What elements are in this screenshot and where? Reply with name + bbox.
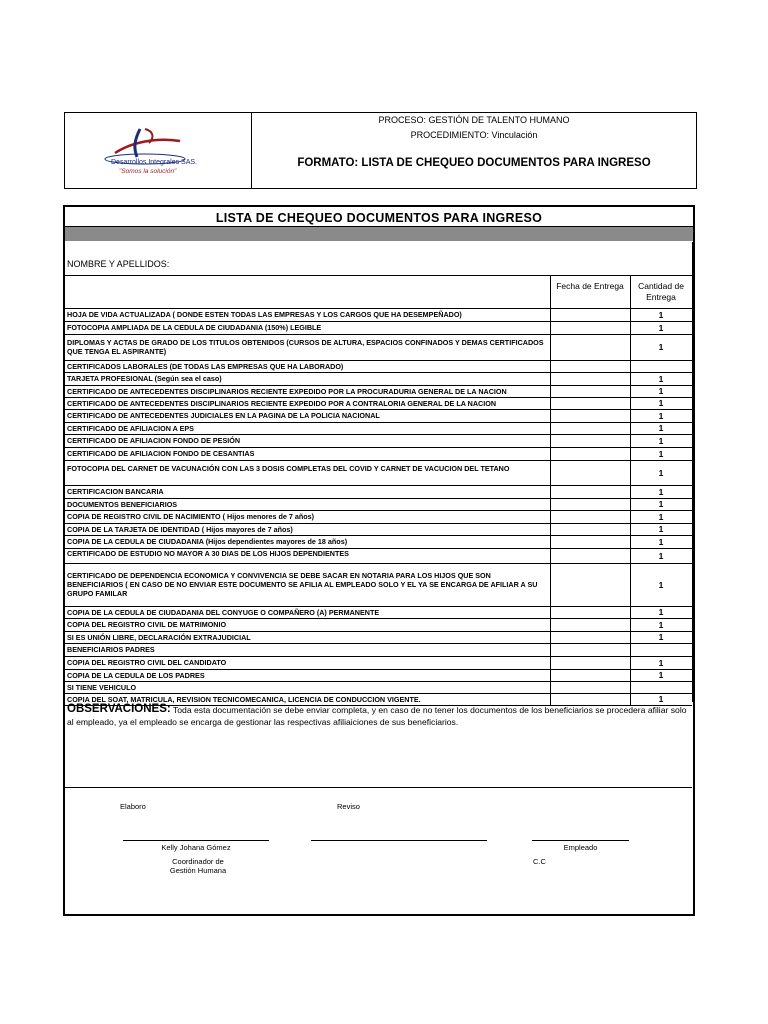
row-divider xyxy=(65,485,692,486)
signature-line-empleado xyxy=(532,840,629,841)
row-quantity: 1 xyxy=(658,499,664,509)
row-label: COPIA DE LA TARJETA DE IDENTIDAD ( Hijos mayores de 7 años) xyxy=(67,524,293,534)
row-label: CERTIFICADO DE ANTECEDENTES DISCIPLINARIOS RECIENTE EXPEDIDO POR A CONTRALORIA GENERAL DE LA NACION xyxy=(67,398,497,408)
divider xyxy=(65,275,692,276)
row-quantity: 1 xyxy=(658,657,664,668)
signature-line-elaboro xyxy=(123,840,269,841)
row-label: CERTIFICADO DE AFILIACION A EPS xyxy=(67,423,194,433)
row-divider xyxy=(65,434,692,435)
form-title: LISTA DE CHEQUEO DOCUMENTOS PARA INGRESO xyxy=(215,211,543,225)
row-label: DIPLOMAS Y ACTAS DE GRADO DE LOS TITULOS OBTENIDOS (CURSOS DE ALTURA, ESPACIOS CONFINADOS Y DEMAS CERTIFICADOS QUE TENGA EL ASPIRANTE) xyxy=(67,338,544,356)
row-divider xyxy=(65,334,692,335)
row-quantity: 1 xyxy=(658,536,664,547)
row-label: COPIA DEL REGISTRO CIVIL DE MATRIMONIO xyxy=(67,620,227,629)
row-divider xyxy=(65,643,692,644)
row-label: COPIA DE LA CEDULA DE LOS PADRES xyxy=(67,670,205,680)
row-divider xyxy=(65,372,692,373)
row-label: CERTIFICADO DE DEPENDENCIA ECONOMICA Y CONVIVENCIA SE DEBE SACAR EN NOTARIA PARA LOS HIJOS QUE SON BENEFICIARIOS ( EN CASO DE NO ENVIAR ESTE DOCUMENTO SE AFILIA AL EMPLEADO SOLO Y EL YA SE ENCARGA DE AFILIAR A SU GRUPO FAMILAR xyxy=(67,571,538,598)
row-quantity: 1 xyxy=(658,386,664,396)
row-quantity: 1 xyxy=(658,632,664,642)
row-divider xyxy=(65,409,692,410)
row-label: FOTOCOPIA AMPLIADA DE LA CEDULA DE CIUDADANIA (150%) LEGIBLE xyxy=(67,323,322,332)
row-label: CERTIFICADO DE AFILIACION FONDO DE CESANTIAS xyxy=(67,449,255,458)
row-quantity: 1 xyxy=(658,511,664,522)
signature-line-reviso xyxy=(311,840,487,841)
row-quantity: 1 xyxy=(658,342,664,352)
checklist-form xyxy=(63,205,695,916)
row-label: CERTIFICADO DE AFILIACION FONDO DE PESIÓN xyxy=(67,436,241,445)
row-quantity: 1 xyxy=(658,550,664,561)
row-label: CERTIFICADO DE ANTECEDENTES DISCIPLINARIOS RECIENTE EXPEDIDO POR LA PROCURADURIA GENERAL DE LA NACION xyxy=(67,386,507,396)
document-header xyxy=(64,112,697,189)
observations-label: OBSERVACIONES: xyxy=(67,703,171,715)
row-label: CERTIFICACION BANCARIA xyxy=(67,487,164,496)
row-quantity: 1 xyxy=(658,309,664,320)
observations-text xyxy=(67,704,692,728)
format-title: FORMATO: LISTA DE CHEQUEO DOCUMENTOS PARA INGRESO xyxy=(297,157,651,169)
row-quantity: 1 xyxy=(658,423,664,433)
row-quantity: 1 xyxy=(658,398,664,408)
row-quantity: 1 xyxy=(658,579,664,590)
procedure-label: PROCEDIMIENTO: Vinculación xyxy=(410,130,538,140)
divider xyxy=(65,787,692,788)
logo-company-name: Desarrollos Integrales SAS. xyxy=(111,159,197,166)
row-divider xyxy=(65,510,692,511)
row-quantity: 1 xyxy=(658,467,664,478)
row-label: COPIA DE LA CEDULA DE CIUDADANIA DEL CONYUGE O COMPAÑERO (A) PERMANENTE xyxy=(67,607,380,617)
row-quantity: 1 xyxy=(658,448,664,459)
signer-name: Kelly Johana Gómez xyxy=(161,843,231,852)
row-label: DOCUMENTOS BENEFICIARIOS xyxy=(67,499,178,509)
row-divider xyxy=(65,656,692,657)
row-label: COPIA DE LA CEDULA DE CIUDADANIA (Hijos dependientes mayores de 18 años) xyxy=(67,537,348,546)
row-quantity: 1 xyxy=(658,670,664,680)
row-divider xyxy=(65,563,692,564)
row-quantity: 1 xyxy=(658,410,664,421)
row-quantity: 1 xyxy=(658,373,664,384)
row-quantity: 1 xyxy=(658,607,664,617)
elaboro-label: Elaboro xyxy=(120,802,146,811)
logo-slogan: "Somos la solución" xyxy=(119,168,177,175)
process-label: PROCESO: GESTIÓN DE TALENTO HUMANO xyxy=(378,115,570,125)
row-label: CERTIFICADOS LABORALES (DE TODAS LAS EMPRESAS QUE HA LABORADO) xyxy=(67,361,344,371)
name-input[interactable] xyxy=(175,255,685,271)
row-quantity: 1 xyxy=(658,619,664,630)
gray-band xyxy=(65,227,693,241)
observations-body: Toda esta documentación se debe enviar completa, y en caso de no tener los documentos de los beneficiarios se procedera afiliar solo al empleado, ya el empleado se encarga de gestionar las respectivas afiliaiciones de sus beneficiarios. xyxy=(67,705,687,727)
row-label: SI TIENE VEHICULO xyxy=(67,682,137,692)
row-quantity: 1 xyxy=(658,694,664,704)
name-label: NOMBRE Y APELLIDOS: xyxy=(67,259,170,269)
divider xyxy=(65,308,692,309)
row-divider xyxy=(65,321,692,322)
row-label: CERTIFICADO DE ESTUDIO NO MAYOR A 30 DIAS DE LOS HIJOS DEPENDIENTES xyxy=(67,549,349,558)
row-label: COPIA DEL REGISTRO CIVIL DEL CANDIDATO xyxy=(67,658,227,667)
row-quantity: 1 xyxy=(658,435,664,446)
row-quantity: 1 xyxy=(658,524,664,534)
row-divider xyxy=(65,447,692,448)
column-divider xyxy=(550,275,551,705)
row-label: CERTIFICADO DE ANTECEDENTES JUDICIALES EN LA PAGINA DE LA POLICIA NACIONAL xyxy=(67,411,380,420)
cc-label: C.C xyxy=(533,857,546,866)
row-label: TARJETA PROFESIONAL (Según sea el caso) xyxy=(67,374,222,383)
row-label: SI ES UNIÓN LIBRE, DECLARACIÓN EXTRAJUDICIAL xyxy=(67,632,251,642)
row-divider xyxy=(65,460,692,461)
reviso-label: Reviso xyxy=(337,802,360,811)
row-quantity: 1 xyxy=(658,486,664,497)
row-label: BENEFICIARIOS PADRES xyxy=(67,645,155,654)
row-label: FOTOCOPIA DEL CARNET DE VACUNACIÓN CON LAS 3 DOSIS COMPLETAS DEL COVID Y CARNET DE VACUCION DEL TETANO xyxy=(67,463,510,473)
row-divider xyxy=(65,535,692,536)
empleado-label: Empleado xyxy=(563,843,598,852)
col-date-header: Fecha de Entrega xyxy=(556,281,624,291)
row-label: COPIA DE REGISTRO CIVIL DE NACIMIENTO ( Hijos menores de 7 años) xyxy=(67,512,315,521)
row-label: HOJA DE VIDA ACTUALIZADA ( DONDE ESTEN TODAS LAS EMPRESAS Y LOS CARGOS QUE HA DESEMPEÑADO) xyxy=(67,310,462,319)
row-quantity: 1 xyxy=(658,322,664,333)
row-label: COPIA DEL SOAT, MATRICULA, REVISION TECNICOMECANICA, LICENCIA DE CONDUCCION VIGENTE. xyxy=(67,694,421,704)
row-divider xyxy=(65,681,692,682)
right-border xyxy=(692,242,693,702)
col-qty-header: Cantidad de Entrega xyxy=(638,281,684,302)
company-logo xyxy=(85,121,235,181)
row-divider xyxy=(65,618,692,619)
signer-role: Coordinador de Gestión Humana xyxy=(169,857,227,875)
